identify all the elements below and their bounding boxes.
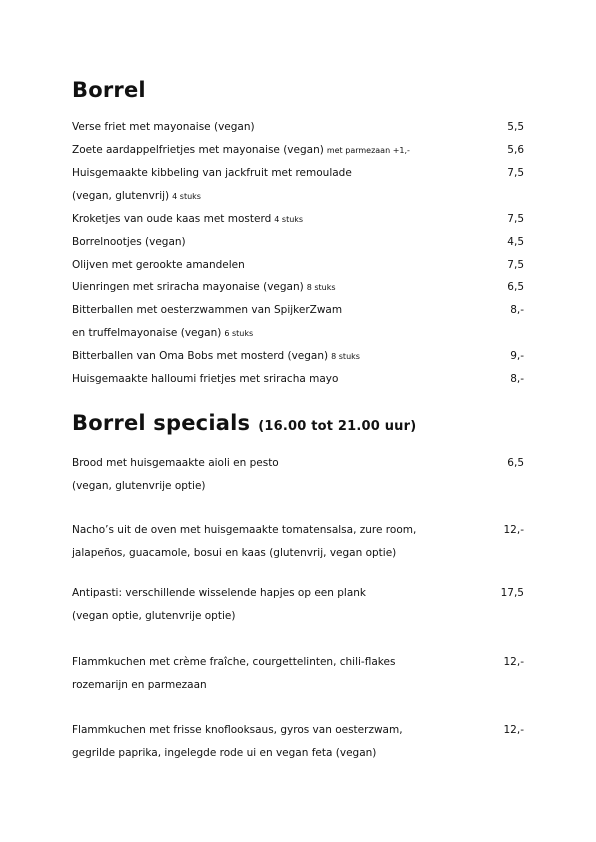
menu-item-name-text: rozemarijn en parmezaan: [72, 679, 207, 691]
specials-subtitle: (16.00 tot 21.00 uur): [258, 419, 417, 434]
specials-heading: [72, 411, 416, 435]
menu-item-name-text: Flammkuchen met frisse knoflooksaus, gyros van oesterzwam,: [72, 724, 403, 736]
menu-item-name-text: Nacho’s uit de oven met huisgemaakte tomatensalsa, zure room,: [72, 524, 417, 536]
menu-item-name-text: Kroketjes van oude kaas met mosterd: [72, 213, 272, 225]
menu-item-price: 6,5: [507, 281, 524, 293]
menu-item-name-text: Huisgemaakte kibbeling van jackfruit met remoulade: [72, 167, 352, 179]
menu-item-name-text: Huisgemaakte halloumi frietjes met sriracha mayo: [72, 373, 339, 385]
menu-item-name: [72, 655, 395, 669]
menu-item-price: 12,-: [503, 724, 524, 736]
menu-item-name-text: Uienringen met sriracha mayonaise (vegan): [72, 281, 304, 293]
menu-item-name: [72, 586, 366, 600]
menu-item-price: 6,5: [507, 457, 524, 469]
specials-title: Borrel specials: [72, 411, 251, 435]
menu-item-name-text: Olijven met gerookte amandelen: [72, 259, 245, 271]
menu-item-name-text: en truffelmayonaise (vegan): [72, 327, 222, 339]
menu-item-name: [72, 349, 360, 364]
menu-item-name-text: Borrelnootjes (vegan): [72, 236, 186, 248]
menu-item-name: [72, 166, 352, 180]
borrel-title: Borrel: [72, 78, 146, 102]
menu-item-name-text: (vegan optie, glutenvrije optie): [72, 610, 236, 622]
menu-item-price: 7,5: [507, 167, 524, 179]
menu-item-price: 12,-: [503, 524, 524, 536]
menu-item-name-text: Bitterballen van Oma Bobs met mosterd (vegan): [72, 350, 329, 362]
menu-item-name-text: Brood met huisgemaakte aioli en pesto: [72, 457, 279, 469]
menu-item-name: [72, 303, 342, 317]
menu-item-name-text: (vegan, glutenvrij): [72, 190, 170, 202]
menu-item-name: [72, 235, 186, 249]
menu-item-note: 8 stuks: [331, 352, 360, 361]
borrel-heading: [72, 78, 146, 102]
menu-item-price: 4,5: [507, 236, 524, 248]
menu-item-price: 5,5: [507, 121, 524, 133]
menu-item-price: 17,5: [500, 587, 524, 599]
menu-item-name-text: Verse friet met mayonaise (vegan): [72, 121, 255, 133]
menu-item-note: 6 stuks: [224, 329, 254, 338]
menu-item-name-text: Bitterballen met oesterzwammen van SpijkerZwam: [72, 304, 343, 316]
menu-item-name: [72, 189, 201, 204]
menu-item-note: 4 stuks: [172, 192, 201, 201]
menu-item-name: [72, 212, 303, 227]
menu-item-name-text: jalapeños, guacamole, bosui en kaas (glutenvrij, vegan optie): [72, 547, 397, 559]
menu-item-name: [72, 546, 396, 560]
menu-item-price: 5,6: [507, 144, 524, 156]
menu-item-name: [72, 456, 279, 470]
menu-item-price: 7,5: [507, 213, 524, 225]
menu-item-name: [72, 479, 206, 493]
menu-item-price: 8,-: [510, 373, 524, 385]
menu-item-name: [72, 372, 338, 386]
menu-item-price: 9,-: [510, 350, 524, 362]
menu-item-price: 7,5: [507, 259, 524, 271]
menu-item-name: [72, 280, 336, 295]
menu-item-price: 8,-: [510, 304, 524, 316]
menu-item-note: 8 stuks: [306, 283, 336, 292]
menu-item-name-text: (vegan, glutenvrije optie): [72, 480, 206, 492]
menu-item-note: met parmezaan +1,-: [326, 146, 410, 155]
menu-item-name: [72, 523, 416, 537]
menu-item-name-text: Antipasti: verschillende wisselende hapjes op een plank: [72, 587, 366, 599]
menu-item-name: [72, 258, 245, 272]
menu-item-name: [72, 723, 403, 737]
menu-item-note: 4 stuks: [274, 215, 304, 224]
menu-item-name: [72, 609, 235, 623]
menu-item-price: 12,-: [503, 656, 524, 668]
menu-item-name: [72, 678, 207, 692]
menu-item-name-text: Zoete aardappelfrietjes met mayonaise (vegan): [72, 144, 324, 156]
menu-item-name: [72, 143, 410, 158]
menu-item-name: [72, 120, 255, 134]
menu-item-name-text: Flammkuchen met crème fraîche, courgettelinten, chili-flakes: [72, 656, 396, 668]
menu-item-name: [72, 326, 253, 341]
menu-item-name-text: gegrilde paprika, ingelegde rode ui en vegan feta (vegan): [72, 747, 377, 759]
menu-item-name: [72, 746, 376, 760]
